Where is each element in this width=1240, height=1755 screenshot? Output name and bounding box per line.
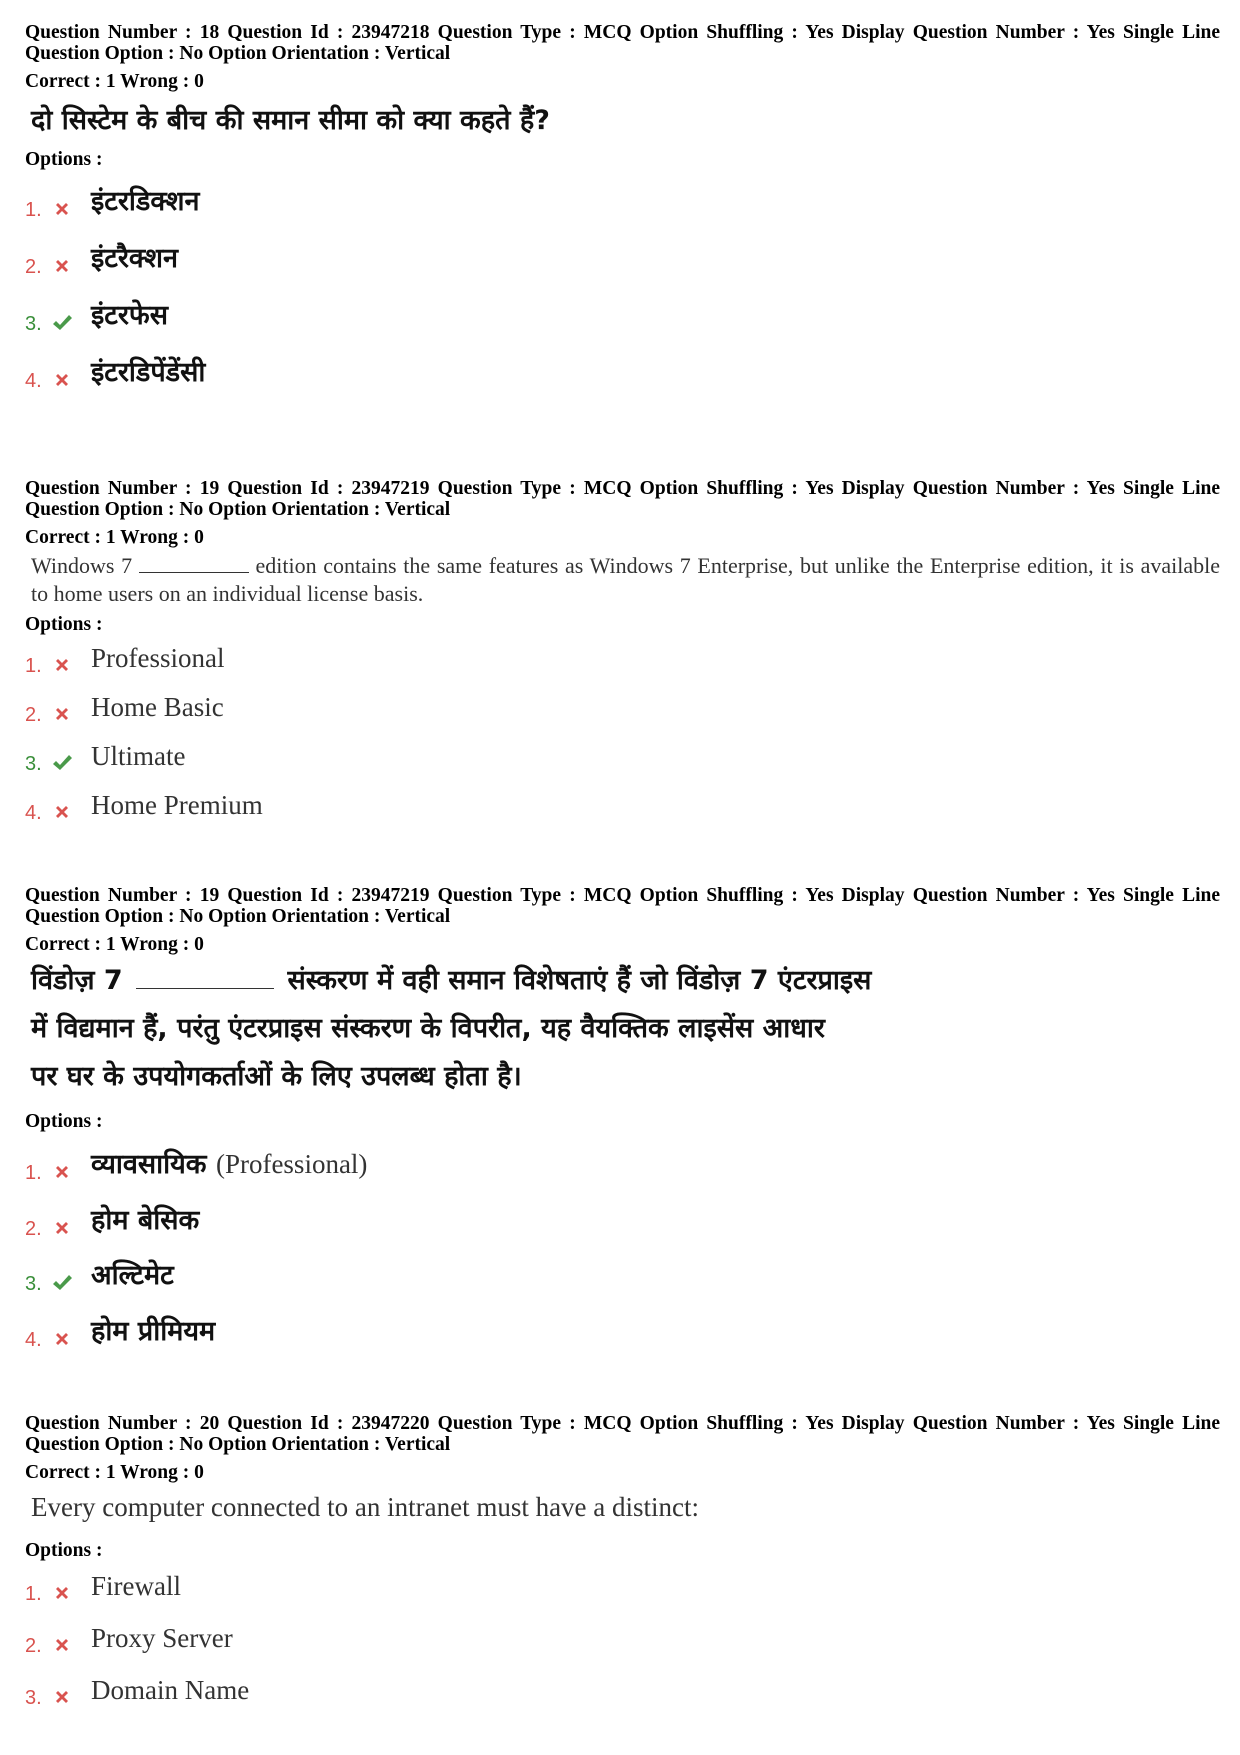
cross-icon [52, 1218, 72, 1238]
option-number: 2. [25, 1218, 42, 1240]
options-list [25, 636, 1220, 831]
option-text: Domain Name [91, 1675, 250, 1705]
question-text-end: edition contains the same features as Windows 7 Enterprise, but unlike the Enterprise edition, it is available to home users on an individual license basis. [31, 553, 1221, 606]
options-label: Options : [25, 1111, 103, 1132]
question-text-start: Windows 7 [31, 553, 133, 578]
option-3 [25, 1247, 1220, 1302]
option-text: इंटरडिक्शन [91, 186, 200, 217]
option-4 [25, 1302, 1220, 1358]
question-meta: Question Number : 19 Question Id : 23947219 Question Type : MCQ Option Shuffling : Yes Display Question Number : Yes Single Line Question Option : No Option Orientation : Vertical [25, 478, 1220, 520]
question-line-3: पर घर के उपयोगकर्ताओं के लिए उपलब्ध होता है। [31, 1061, 522, 1092]
options-label: Options : [25, 1540, 103, 1561]
option-number: 4. [25, 370, 42, 392]
cross-icon [52, 370, 72, 390]
question-meta: Question Number : 19 Question Id : 23947219 Question Type : MCQ Option Shuffling : Yes Display Question Number : Yes Single Line Question Option : No Option Orientation : Vertical [25, 885, 1220, 927]
options-list [25, 1562, 1220, 1716]
option-3 [25, 285, 1220, 342]
question-meta: Question Number : 18 Question Id : 23947218 Question Type : MCQ Option Shuffling : Yes Display Question Number : Yes Single Line Question Option : No Option Orientation : Vertical [25, 22, 1220, 64]
cross-icon [52, 802, 72, 822]
question-text [25, 957, 1220, 1101]
question-text: Every computer connected to an intranet must have a distinct: [31, 1492, 700, 1522]
cross-icon [52, 1162, 72, 1182]
correct-wrong-marks: Correct : 1 Wrong : 0 [25, 934, 204, 955]
option-number: 1. [25, 199, 42, 221]
options-label: Options : [25, 149, 103, 170]
option-text: Ultimate [91, 741, 186, 771]
option-text: अल्टिमेट [91, 1260, 174, 1291]
option-text: होम बेसिक [91, 1205, 200, 1236]
correct-wrong-marks: Correct : 1 Wrong : 0 [25, 71, 204, 92]
cross-icon [52, 1687, 72, 1707]
option-4 [25, 782, 1220, 831]
check-icon [52, 753, 72, 773]
option-number: 2. [25, 1635, 42, 1657]
option-2 [25, 228, 1220, 285]
cross-icon [52, 1583, 72, 1603]
question-text-start: विंडोज़ 7 [31, 965, 123, 996]
option-text-english: (Professional) [215, 1149, 368, 1179]
option-text: होम प्रीमियम [91, 1316, 216, 1347]
option-number: 4. [25, 1329, 42, 1351]
fill-blank [139, 572, 249, 573]
option-1 [25, 1133, 1220, 1191]
option-number: 4. [25, 802, 42, 824]
check-icon [52, 313, 72, 333]
option-2 [25, 684, 1220, 733]
option-4 [25, 342, 1220, 399]
option-number: 3. [25, 1687, 42, 1709]
option-1 [25, 636, 1220, 684]
option-3 [25, 733, 1220, 782]
option-text: Home Basic [91, 692, 224, 722]
cross-icon [52, 256, 72, 276]
cross-icon [52, 199, 72, 219]
option-text: Professional [91, 643, 225, 673]
options-list [25, 173, 1220, 399]
check-icon [52, 1273, 72, 1293]
option-3 [25, 1664, 1220, 1716]
option-2 [25, 1612, 1220, 1664]
question-meta: Question Number : 20 Question Id : 23947220 Question Type : MCQ Option Shuffling : Yes Display Question Number : Yes Single Line Question Option : No Option Orientation : Vertical [25, 1413, 1220, 1455]
cross-icon [52, 655, 72, 675]
option-number: 1. [25, 655, 42, 677]
option-text: इंटरफेस [91, 300, 168, 331]
option-number: 3. [25, 1273, 42, 1295]
question-text: दो सिस्टेम के बीच की समान सीमा को क्या कहते हैं? [31, 105, 550, 136]
option-text-hindi: व्यावसायिक [91, 1149, 207, 1180]
cross-icon [52, 704, 72, 724]
option-2 [25, 1191, 1220, 1247]
correct-wrong-marks: Correct : 1 Wrong : 0 [25, 527, 204, 548]
options-list [25, 1133, 1220, 1358]
cross-icon [52, 1635, 72, 1655]
option-1 [25, 173, 1220, 228]
question-19-hi-block [25, 885, 1220, 1358]
question-line-2: में विद्यमान हैं, परंतु एंटरप्राइस संस्करण के विपरीत, यह वैयक्तिक लाइसेंस आधार [31, 1013, 825, 1044]
option-text: इंटरैक्शन [91, 243, 178, 274]
option-number: 2. [25, 256, 42, 278]
option-text: Proxy Server [91, 1623, 233, 1653]
question-20-block [25, 1413, 1220, 1716]
question-18-block [25, 22, 1220, 399]
option-text: Firewall [91, 1571, 181, 1601]
question-text [25, 552, 1220, 608]
option-number: 2. [25, 704, 42, 726]
option-number: 3. [25, 753, 42, 775]
option-number: 1. [25, 1162, 42, 1184]
options-label: Options : [25, 614, 103, 635]
option-number: 3. [25, 313, 42, 335]
option-text: इंटरडिपेंडेंसी [91, 357, 206, 388]
option-text [91, 1144, 367, 1181]
option-1 [25, 1562, 1220, 1612]
option-number: 1. [25, 1583, 42, 1605]
fill-blank [136, 988, 274, 989]
question-line-1 [31, 957, 1220, 1005]
question-19-en-block [25, 478, 1220, 831]
correct-wrong-marks: Correct : 1 Wrong : 0 [25, 1462, 204, 1483]
cross-icon [52, 1329, 72, 1349]
option-text: Home Premium [91, 790, 263, 820]
question-text-end: संस्करण में वही समान विशेषताएं हैं जो विंडोज़ 7 एंटरप्राइस [287, 965, 872, 996]
